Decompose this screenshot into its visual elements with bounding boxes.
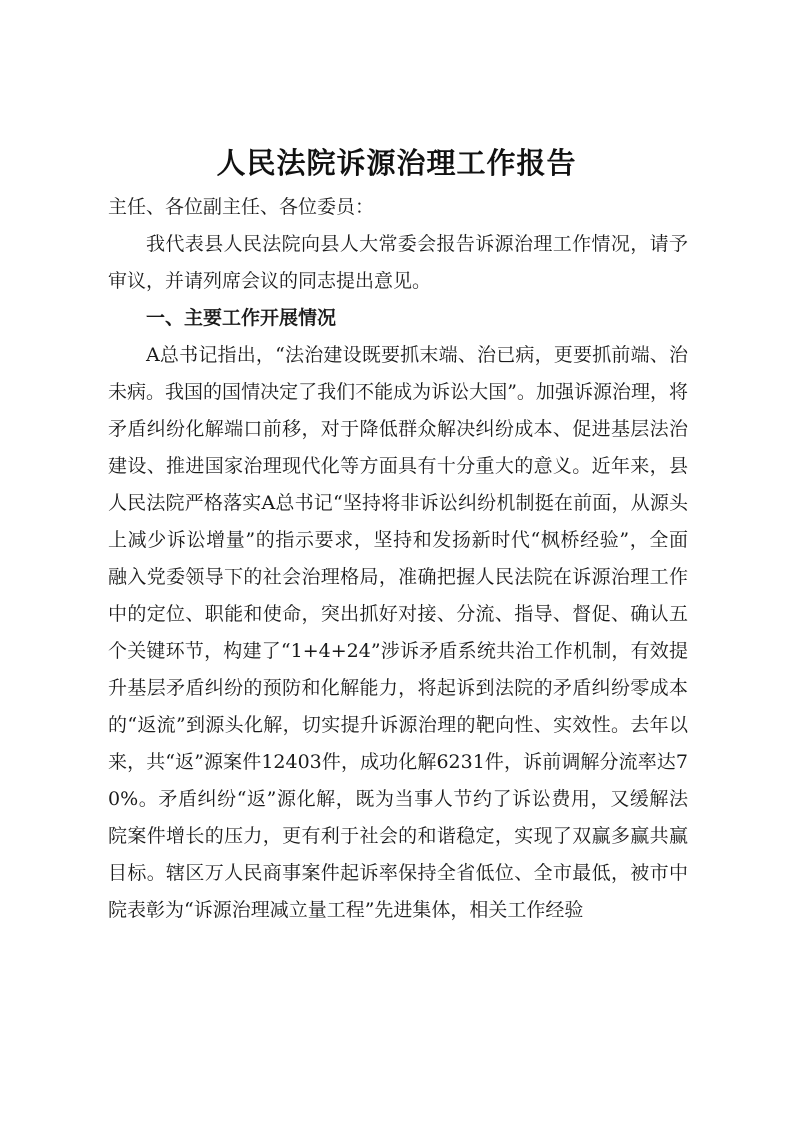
body-paragraph: A总书记指出，“法治建设既要抓末端、治已病，更要抓前端、治未病。我国的国情决定了我们不能成为诉讼大国”。加强诉源治理，将矛盾纠纷化解端口前移，对于降低群众解决纠纷成本、促进基层法治建设、推进国家治理现代化等方面具有十分重大的意义。近年来，县人民法院严格落实A总书记“坚持将非诉讼纠纷机制挺在前面，从源头上减少诉讼增量”的指示要求，坚持和发扬新时代“枫桥经验”，全面融入党委领导下的社会治理格局，准确把握人民法院在诉源治理工作中的定位、职能和使命，突出抓好对接、分流、指导、督促、确认五个关键环节，构建了“1+4+24”涉诉矛盾系统共治工作机制，有效提升基层矛盾纠纷的预防和化解能力，将起诉到法院的矛盾纠纷零成本的“返流”到源头化解，切实提升诉源治理的靶向性、实效性。去年以来，共“返”源案件12403件，成功化解6231件，诉前调解分流率达70%。矛盾纠纷“返”源化解，既为当事人节约了诉讼费用，又缓解法院案件增长的压力，更有利于社会的和谐稳定，实现了双赢多赢共赢目标。辖区万人民商事案件起诉率保持全省低位、全市最低，被市中院表彰为“诉源治理减立量工程”先进集体，相关工作经验 <box>108 344 688 921</box>
section-heading: 一、主要工作开展情况 <box>146 307 337 329</box>
document-title: 人民法院诉源治理工作报告 <box>216 146 577 180</box>
intro-paragraph: 我代表县人民法院向县人大常委会报告诉源治理工作情况，请予审议，并请列席会议的同志提出意见。 <box>108 233 688 292</box>
document-body <box>108 189 688 929</box>
salutation: 主任、各位副主任、各位委员： <box>108 196 375 218</box>
